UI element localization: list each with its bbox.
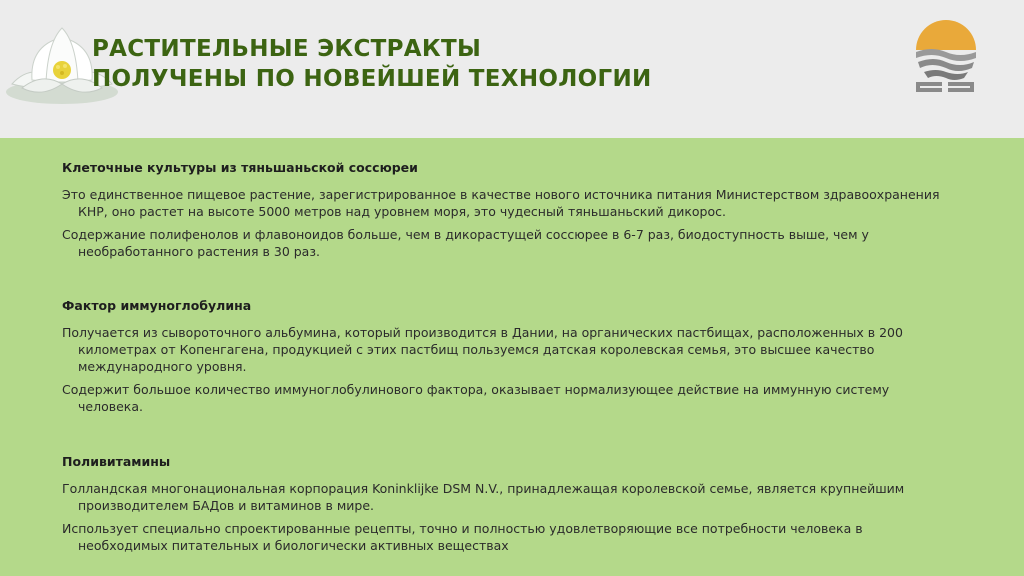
section-heading: Фактор иммуноглобулина — [62, 298, 252, 313]
section-paragraph: Использует специально спроектированные рецепты, точно и полностью удовлетворяющие все потребности человека в необходимых питательных и биологически активных веществах — [62, 521, 863, 553]
section-paragraph: Получается из сывороточного альбумина, который производится в Дании, на органических пастбищах, расположенных в 200 километрах от Копенгагена, продукцией с этих пастбищ пользуемся датская королевская семья, это высшее качество международного уровня. — [62, 325, 903, 374]
section-paragraph: Это единственное пищевое растение, зарегистрированное в качестве нового источника питания Министерством здравоохранения КНР, оно растет на высоте 5000 метров над уровнем моря, это чудесный тяньшаньский дикорос. — [62, 187, 940, 219]
content-panel — [0, 138, 1024, 576]
title-line-1: РАСТИТЕЛЬНЫЕ ЭКСТРАКТЫ — [92, 36, 482, 62]
section-paragraph: Содержание полифенолов и флавоноидов больше, чем в дикорастущей соссюрее в 6-7 раз, биодоступность выше, чем у необработанного растения в 30 раз. — [62, 227, 869, 259]
section-paragraph: Содержит большое количество иммуноглобулинового фактора, оказывает нормализующее действие на иммунную систему человека. — [62, 382, 890, 414]
section-multivitamins — [62, 454, 942, 560]
section-heading: Поливитамины — [62, 454, 171, 469]
section-heading: Клеточные культуры из тяньшаньской соссюреи — [62, 160, 418, 175]
header-band — [0, 0, 1024, 138]
title-line-2: ПОЛУЧЕНЫ ПО НОВЕЙШЕЙ ТЕХНОЛОГИИ — [92, 66, 652, 92]
section-paragraph: Голландская многонациональная корпорация Koninklijke DSM N.V., принадлежащая королевской семье, является крупнейшим производителем БАДов и витаминов в мире. — [62, 481, 905, 513]
section-immunoglobulin — [62, 298, 942, 421]
company-logo — [912, 14, 980, 96]
section-saussurea — [62, 160, 942, 266]
slide-title — [92, 34, 652, 94]
